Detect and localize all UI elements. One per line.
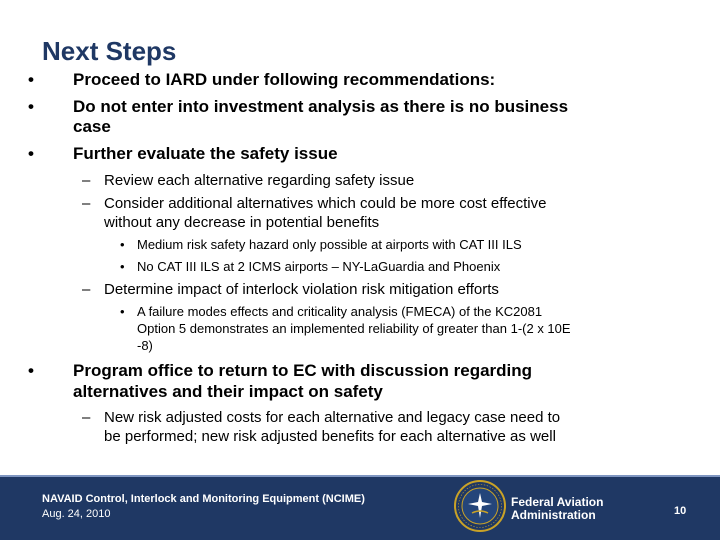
sub-bullet-text: Consider additional alternatives which could be more cost effective bbox=[104, 195, 547, 212]
sub-bullet-marker: – bbox=[82, 409, 91, 426]
slide-footer bbox=[0, 475, 720, 540]
bullet-text: Do not enter into investment analysis as there is no business bbox=[73, 97, 569, 116]
sub-bullet-text: Determine impact of interlock violation risk mitigation efforts bbox=[104, 281, 499, 298]
sub-sub-bullet-marker: • bbox=[120, 259, 125, 274]
sub-sub-bullet-text: No CAT III ILS at 2 ICMS airports – NY-LaGuardia and Phoenix bbox=[137, 259, 501, 274]
sub-bullet-marker: – bbox=[82, 281, 91, 298]
footer-date: Aug. 24, 2010 bbox=[42, 508, 111, 520]
sub-bullet-marker: – bbox=[82, 172, 91, 189]
sub-sub-bullet-text: Medium risk safety hazard only possible at airports with CAT III ILS bbox=[137, 237, 522, 252]
faa-name: Federal Aviation Administration bbox=[511, 495, 604, 522]
bullet-text: Proceed to IARD under following recommendations: bbox=[73, 70, 496, 89]
bullet-marker: • bbox=[28, 70, 34, 89]
sub-bullet-text: New risk adjusted costs for each alternative and legacy case need to bbox=[104, 409, 561, 426]
bullet-text: Further evaluate the safety issue bbox=[73, 144, 338, 163]
sub-sub-bullet-text: A failure modes effects and criticality analysis (FMECA) of the KC2081 bbox=[137, 304, 543, 319]
bullet-marker: • bbox=[28, 97, 34, 116]
bullet-marker: • bbox=[28, 144, 34, 163]
faa-seal-icon bbox=[454, 480, 506, 532]
bullet-marker: • bbox=[28, 361, 34, 380]
sub-bullet-marker: – bbox=[82, 195, 91, 212]
sub-bullet-text: Review each alternative regarding safety issue bbox=[104, 172, 415, 189]
footer-divider bbox=[0, 475, 720, 477]
sub-sub-bullet-marker: • bbox=[120, 237, 125, 252]
bullet-text: Program office to return to EC with discussion regarding bbox=[73, 361, 533, 380]
footer-program-name: NAVAID Control, Interlock and Monitoring Equipment (NCIME) bbox=[42, 493, 365, 505]
slide-title: Next Steps bbox=[42, 36, 177, 66]
sub-sub-bullet-marker: • bbox=[120, 304, 125, 319]
page-number: 10 bbox=[674, 505, 687, 517]
